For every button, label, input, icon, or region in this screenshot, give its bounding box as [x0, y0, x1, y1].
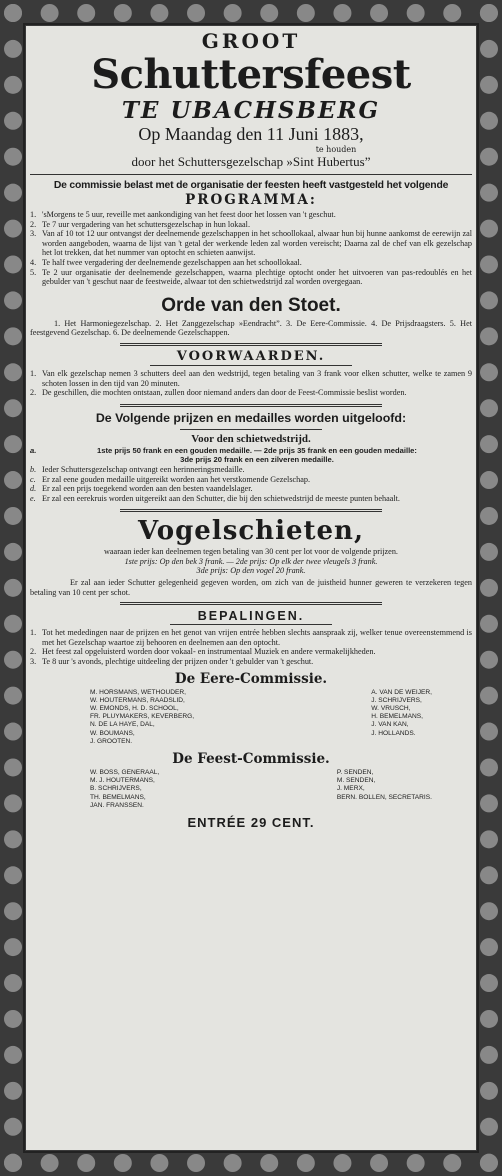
prize-a-line1: 1ste prijs 50 frank en een gouden medaille. — 2de prijs 35 frank en een gouden medaille:: [97, 445, 417, 455]
list-item: 2. Te 7 uur vergadering van het schuttersgezelschap in hun lokaal.: [30, 219, 250, 229]
stoet-heading: Orde van den Stoet.: [161, 294, 341, 316]
list-item: 3. Van af 10 tot 12 uur ontvangst der deelnemende gezelschappen in het schoollokaal, alwaar hun bij hunne aankomst de eerewijn zal worden aangeboden, waarna de lijst van 't getal der werkende leden zal worden vereischt; Daarna zal de chef van elk gezelschap het lot trekken, dat het nummer van optocht en schieten aanwijst.: [30, 229, 472, 258]
list-item: b. Ieder Schuttersgezelschap ontvangt een herinneringsmedaille.: [30, 464, 245, 474]
te-houden: te houden: [315, 145, 357, 154]
intro-line: De commissie belast met de organisatie der feesten heeft vastgesteld het volgende: [53, 180, 449, 191]
programma-list: [30, 210, 472, 287]
divider: [150, 365, 352, 366]
divider: [120, 404, 382, 407]
vogel-prizes-2: 3de prijs: Op den vogel 20 frank.: [196, 566, 306, 576]
divider: [30, 174, 472, 175]
list-item: 4. Te half twee vergadering der deelnemende gezelschappen aan het schoollokaal.: [30, 257, 302, 267]
divider: [180, 429, 322, 430]
list-item: c. Er zal eene gouden medaille uitgereikt worden aan het verstkomende Gezelschap.: [30, 474, 311, 484]
poster-header: [30, 30, 472, 170]
prize-a-line2: 3de prijs 20 frank en een zilveren medaille.: [180, 455, 334, 465]
list-item: 1. Tot het mededingen naar de prijzen en het genot van vrijen entrée hebben slechts aanspraak zij, welker tenue overeenstemmend is met het Gezelschap waartoe zij behooren en deelnemen aan den optocht.: [30, 628, 472, 647]
feest-right-column: P. SENDEN, M. SENDEN, J. MERX, BERN. BOLLEN, SECRETARIS.: [336, 769, 432, 801]
prijzen-sub: Voor den schietwedstrijd.: [191, 432, 311, 445]
divider: [120, 602, 382, 605]
poster-title: Schuttersfeest: [91, 51, 411, 98]
poster: [30, 28, 472, 1150]
feest-left-column: W. BOSS, GENERAAL, M. J. HOUTERMANS, B. SCHRIJVERS, TH. BEMELMANS, JAN. FRANSSEN.: [90, 769, 160, 809]
list-item: d. Er zal een prijs toegekend worden aan den besten vaandelslager.: [30, 484, 253, 494]
divider: [170, 624, 332, 625]
prize-a: a. 1ste prijs 50 frank en een gouden medaille. — 2de prijs 35 frank en een gouden medaille: 3de prijs 20 frank en een zilveren medaille.: [30, 445, 417, 465]
feest-members: [30, 769, 472, 810]
groot-label: GROOT: [201, 29, 301, 53]
list-item: 2. Het feest zal opgeluisterd worden door vokaal- en instrumentaal Muziek en andere vermakelijkheden.: [30, 647, 376, 657]
list-item: 5. Te 2 uur organisatie der deelnemende gezelschappen, waarna plechtige optocht onder het uitvoeren van pas-redoublés en het gebulder van 't geschut naar de feestweide, alwaar tot den schietwedstrijd zal worden overgegaan.: [30, 267, 472, 287]
bepalingen-heading: BEPALINGEN.: [197, 609, 305, 624]
organizer: door het Schuttersgezelschap »Sint Hubertus”: [131, 154, 371, 169]
eere-members: [30, 689, 472, 746]
list-item: 3. Te 8 uur 's avonds, plechtige uitdeeling der prijzen onder 't gebulder van 't geschut.: [30, 657, 314, 667]
voorwaarden-heading: VOORWAARDEN.: [176, 348, 326, 364]
list-item: e. Er zal een eerekruis worden uitgereikt aan den Schutter, die bij den schietwedstrijd de meeste punten behaalt.: [30, 493, 400, 503]
vogel-heading: Vogelschieten,: [137, 516, 365, 547]
list-item: 1. Van elk gezelschap nemen 3 schutters deel aan den wedstrijd, tegen betaling van 3 frank voor elken schutter, welke te zamen 9 schoten lossen in den tijd van 20 minuten.: [30, 368, 472, 388]
list-item: 2. De geschillen, die mochten ontstaan, zullen door niemand anders dan door de Feest-Commissie beslist worden.: [30, 388, 407, 398]
eere-right-column: A. VAN DE WEIJER, J. SCHRIJVERS, W. VRUSCH, H. BEMELMANS, J. VAN KAN, J. HOLLANDS.: [371, 688, 432, 737]
eere-left-column: M. HORSMANS, WETHOUDER, W. HOUTERMANS, RAADSLID, W. EMONDS, H. D. SCHOOL, FR. PLUYMAKERS, KEVERBERG, N. DE LA HAYE, DAL, W. BOUMANS, J. GROOTEN.: [90, 688, 195, 745]
event-date: Op Maandag den 11 Juni 1883,: [138, 124, 364, 144]
vogel-line: waaraan ieder kan deelnemen tegen betaling van 30 cent per lot voor de volgende prijzen.: [104, 547, 398, 557]
vogel-note: Er zal aan ieder Schutter gelegenheid gegeven worden, om zich van de juistheid hunner geweren te verzekeren tegen betaling van 10 cent per schot.: [30, 578, 472, 597]
prijzen-heading: De Volgende prijzen en medailles worden uitgeloofd:: [95, 410, 407, 425]
divider: [120, 509, 382, 512]
entree-price: ENTRÉE 29 CENT.: [187, 815, 315, 831]
vogel-prizes-1: 1ste prijs: Op den bek 3 frank. — 2de prijs: Op elk der twee vleugels 3 frank.: [124, 556, 378, 566]
eere-heading: De Eere-Commissie.: [174, 670, 328, 687]
stoet-text: 1. Het Harmoniegezelschap. 2. Het Zanggezelschap »Eendracht”. 3. De Eere-Commissie. 4. De Prijsdraagsters. 5. Het feestgevend Gezelschap. 6. De deelnemende Gezelschappen.: [30, 318, 472, 338]
place-name: TE UBACHSBERG: [121, 97, 381, 124]
feest-heading: De Feest-Commissie.: [172, 751, 330, 768]
list-item: 1. 'sMorgens te 5 uur, reveille met aankondiging van het feest door het lossen van 't geschut.: [30, 210, 336, 219]
programma-heading: PROGRAMMA:: [185, 192, 317, 208]
divider: [120, 343, 382, 346]
